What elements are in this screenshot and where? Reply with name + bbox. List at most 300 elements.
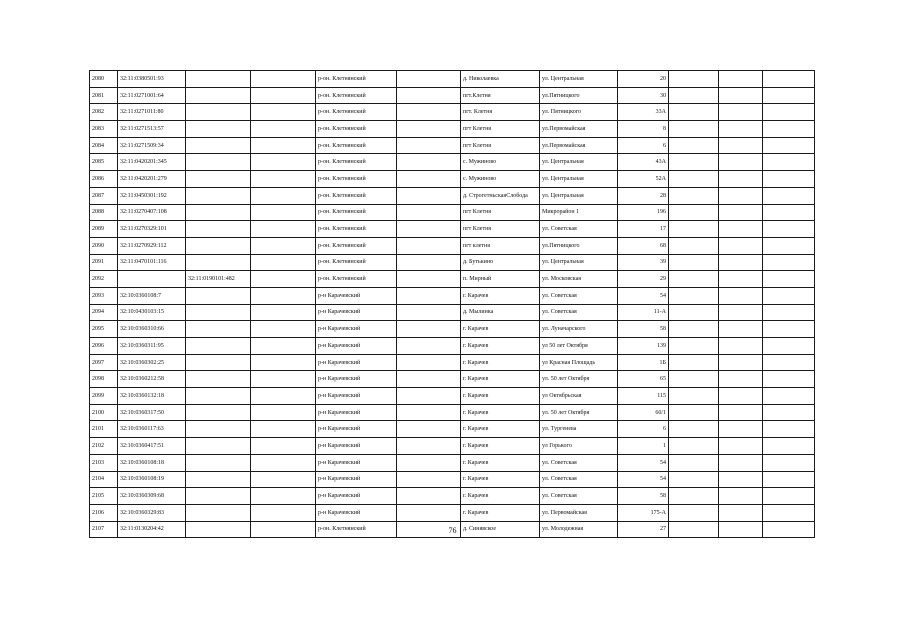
cell-empty (763, 121, 815, 138)
cell-empty (763, 471, 815, 488)
cell-house: 11-А (618, 304, 669, 321)
cell-house: 33А (618, 104, 669, 121)
cell-street: ул. Советская (540, 488, 618, 505)
cell-cadastral-number-2: 32:11:0190101:482 (186, 271, 251, 288)
cell-house: 175-А (618, 504, 669, 521)
cell-cadastral-number: 32:10:0360317:50 (118, 404, 186, 421)
cell-house: 8 (618, 121, 669, 138)
cell-locality: д. СтрогетньскаяСлобода (461, 187, 540, 204)
cell-empty (719, 371, 763, 388)
cell-cadastral-number: 32:11:0420201:279 (118, 171, 186, 188)
cell-empty (763, 354, 815, 371)
cell-cadastral-number: 32:10:0360212:58 (118, 371, 186, 388)
cell-house: 54 (618, 471, 669, 488)
cell-empty (763, 404, 815, 421)
cell-empty (251, 287, 316, 304)
cell-number: 2098 (90, 371, 118, 388)
cell-cadastral-number-2 (186, 488, 251, 505)
cell-empty (251, 371, 316, 388)
cell-number: 2080 (90, 71, 118, 88)
table-row (90, 271, 815, 288)
cell-cadastral-number-2 (186, 237, 251, 254)
cell-cadastral-number: 32:10:0430103:15 (118, 304, 186, 321)
cell-empty (251, 354, 316, 371)
table-row (90, 421, 815, 438)
cell-empty (763, 237, 815, 254)
cell-empty (669, 254, 719, 271)
cell-empty (719, 171, 763, 188)
cell-cadastral-number-2 (186, 321, 251, 338)
cell-locality: г. Карачев (461, 488, 540, 505)
cell-house: 6 (618, 137, 669, 154)
cell-street: ул. Центральная (540, 154, 618, 171)
cell-locality: г. Карачев (461, 371, 540, 388)
cell-empty (763, 338, 815, 355)
table-row (90, 171, 815, 188)
cell-empty (669, 421, 719, 438)
cell-street: ул. 50 лет Октября (540, 371, 618, 388)
cell-empty (397, 454, 461, 471)
cell-empty (251, 104, 316, 121)
cell-empty (763, 87, 815, 104)
cell-locality: пгт.Клетня (461, 87, 540, 104)
cell-empty (669, 488, 719, 505)
cell-district: р-он. Клетнянский (316, 104, 397, 121)
cell-empty (763, 221, 815, 238)
cell-empty (669, 404, 719, 421)
table-row (90, 404, 815, 421)
cell-street: ул. Советская (540, 304, 618, 321)
cell-street: ул 50 лет Октября (540, 338, 618, 355)
cell-empty (763, 454, 815, 471)
cell-cadastral-number: 32:10:0360310:66 (118, 321, 186, 338)
cell-street: ул. Советская (540, 454, 618, 471)
cell-district: р-н Карачевский (316, 471, 397, 488)
table-body (90, 71, 815, 538)
cell-house: 196 (618, 204, 669, 221)
cell-house: 115 (618, 388, 669, 405)
cell-house: 39 (618, 254, 669, 271)
cell-empty (669, 137, 719, 154)
cell-locality: г. Карачев (461, 438, 540, 455)
cell-street: ул. Тургенева (540, 421, 618, 438)
cell-street: ул Горького (540, 438, 618, 455)
cell-number: 2104 (90, 471, 118, 488)
table-row (90, 121, 815, 138)
cell-locality: г. Карачев (461, 338, 540, 355)
cell-number: 2107 (90, 521, 118, 538)
cell-district: р-н Карачевский (316, 388, 397, 405)
cell-number: 2096 (90, 338, 118, 355)
cell-house: 17 (618, 221, 669, 238)
cell-empty (251, 338, 316, 355)
cell-locality: пгт Клетня (461, 121, 540, 138)
cell-district: р-он. Клетнянский (316, 87, 397, 104)
cell-street: ул. Центральная (540, 171, 618, 188)
cell-empty (719, 104, 763, 121)
cell-number: 2087 (90, 187, 118, 204)
table-row (90, 104, 815, 121)
cell-locality: г. Карачев (461, 354, 540, 371)
cell-district: р-он. Клетнянский (316, 187, 397, 204)
cell-street: ул. Советская (540, 471, 618, 488)
cell-empty (719, 404, 763, 421)
cell-district: р-н Карачевский (316, 321, 397, 338)
cell-empty (251, 388, 316, 405)
cell-house: 54 (618, 287, 669, 304)
cell-cadastral-number-2 (186, 421, 251, 438)
cell-cadastral-number: 32:11:0271509:34 (118, 137, 186, 154)
cell-empty (669, 321, 719, 338)
cell-empty (669, 104, 719, 121)
cell-empty (397, 71, 461, 88)
cell-district: р-он. Клетнянский (316, 121, 397, 138)
cell-empty (669, 338, 719, 355)
table-row (90, 187, 815, 204)
cell-street: ул. Центральная (540, 254, 618, 271)
cell-house: 1 (618, 438, 669, 455)
cell-house: 20 (618, 71, 669, 88)
cell-empty (763, 304, 815, 321)
cell-empty (397, 221, 461, 238)
table-row (90, 504, 815, 521)
cell-empty (763, 171, 815, 188)
cell-street: ул. Первомайская (540, 504, 618, 521)
cell-cadastral-number: 32:11:0270407:108 (118, 204, 186, 221)
cell-locality: г. Карачев (461, 454, 540, 471)
cell-empty (669, 454, 719, 471)
table-row (90, 254, 815, 271)
cell-street: ул. Пятницкого (540, 104, 618, 121)
cell-cadastral-number: 32:11:0271513:57 (118, 121, 186, 138)
cell-number: 2103 (90, 454, 118, 471)
cell-number: 2086 (90, 171, 118, 188)
table-row (90, 321, 815, 338)
cell-empty (397, 371, 461, 388)
cell-cadastral-number: 32:10:0360309:68 (118, 488, 186, 505)
cell-cadastral-number-2 (186, 388, 251, 405)
cell-empty (251, 404, 316, 421)
cell-cadastral-number-2 (186, 287, 251, 304)
cell-cadastral-number: 32:10:0360132:18 (118, 388, 186, 405)
table-row (90, 87, 815, 104)
cell-empty (669, 304, 719, 321)
cell-empty (719, 388, 763, 405)
cell-empty (719, 454, 763, 471)
cell-locality: п. Мирный (461, 271, 540, 288)
table-row (90, 304, 815, 321)
cell-locality: пгт. Клетня (461, 104, 540, 121)
cell-empty (763, 271, 815, 288)
table-row (90, 221, 815, 238)
cell-empty (397, 321, 461, 338)
cell-empty (669, 154, 719, 171)
cell-district: р-н Карачевский (316, 338, 397, 355)
cell-locality: пгт Клетня (461, 204, 540, 221)
cell-empty (763, 321, 815, 338)
cell-locality: г. Карачев (461, 388, 540, 405)
registry-table (89, 70, 815, 538)
cell-district: р-н Карачевский (316, 488, 397, 505)
cell-district: р-н Карачевский (316, 304, 397, 321)
cell-locality: пгт Клетня (461, 137, 540, 154)
cell-house: 54 (618, 454, 669, 471)
cell-street: ул. Центральная (540, 187, 618, 204)
cell-cadastral-number-2 (186, 254, 251, 271)
cell-empty (763, 438, 815, 455)
cell-number: 2089 (90, 221, 118, 238)
cell-empty (669, 287, 719, 304)
cell-number: 2094 (90, 304, 118, 321)
cell-cadastral-number-2 (186, 404, 251, 421)
table-row (90, 371, 815, 388)
cell-empty (397, 504, 461, 521)
cell-empty (669, 371, 719, 388)
cell-locality: д. Мылинка (461, 304, 540, 321)
cell-house: 30 (618, 87, 669, 104)
cell-empty (763, 254, 815, 271)
cell-cadastral-number-2 (186, 121, 251, 138)
table-row (90, 438, 815, 455)
cell-cadastral-number-2 (186, 187, 251, 204)
cell-empty (719, 287, 763, 304)
cell-locality: д. Бутькино (461, 254, 540, 271)
cell-house: 29 (618, 271, 669, 288)
cell-empty (397, 388, 461, 405)
cell-house: 58 (618, 488, 669, 505)
cell-number: 2090 (90, 237, 118, 254)
cell-cadastral-number (118, 271, 186, 288)
cell-empty (251, 488, 316, 505)
cell-empty (719, 254, 763, 271)
cell-empty (397, 204, 461, 221)
cell-empty (763, 71, 815, 88)
cell-number: 2083 (90, 121, 118, 138)
page-number: 76 (448, 526, 457, 535)
cell-empty (397, 471, 461, 488)
cell-cadastral-number-2 (186, 137, 251, 154)
cell-empty (719, 338, 763, 355)
cell-cadastral-number-2 (186, 354, 251, 371)
cell-district: р-н Карачевский (316, 371, 397, 388)
cell-empty (719, 504, 763, 521)
cell-district: р-н Карачевский (316, 354, 397, 371)
cell-empty (763, 371, 815, 388)
cell-empty (397, 421, 461, 438)
cell-street: ул. Советская (540, 287, 618, 304)
cell-empty (397, 171, 461, 188)
cell-empty (397, 154, 461, 171)
cell-street: ул.Первомайская (540, 137, 618, 154)
cell-cadastral-number-2 (186, 71, 251, 88)
cell-locality: пгт Клетня (461, 221, 540, 238)
cell-cadastral-number-2 (186, 438, 251, 455)
cell-empty (397, 404, 461, 421)
cell-house: 28 (618, 187, 669, 204)
cell-empty (397, 137, 461, 154)
cell-empty (397, 187, 461, 204)
cell-cadastral-number: 32:10:0360108:19 (118, 471, 186, 488)
cell-empty (719, 204, 763, 221)
cell-district: р-н Карачевский (316, 504, 397, 521)
cell-house: 58 (618, 321, 669, 338)
cell-cadastral-number-2 (186, 221, 251, 238)
cell-empty (251, 154, 316, 171)
cell-district: р-он. Клетнянский (316, 71, 397, 88)
cell-cadastral-number: 32:11:0450301:192 (118, 187, 186, 204)
cell-district: р-н Карачевский (316, 404, 397, 421)
table-row (90, 338, 815, 355)
cell-locality: г. Карачев (461, 287, 540, 304)
cell-district: р-н Карачевский (316, 287, 397, 304)
cell-empty (251, 471, 316, 488)
cell-number: 2091 (90, 254, 118, 271)
cell-empty (251, 454, 316, 471)
cell-street: ул. Молодежная (540, 521, 618, 538)
cell-cadastral-number: 32:11:0271001:64 (118, 87, 186, 104)
cell-district: р-он. Клетнянский (316, 237, 397, 254)
cell-locality: с. Мужиново (461, 154, 540, 171)
cell-cadastral-number: 32:10:0360108:18 (118, 454, 186, 471)
cell-empty (669, 504, 719, 521)
cell-empty (719, 438, 763, 455)
cell-empty (251, 204, 316, 221)
cell-locality: г. Карачев (461, 421, 540, 438)
table-row (90, 454, 815, 471)
cell-house: 139 (618, 338, 669, 355)
cell-district: р-он. Клетнянский (316, 137, 397, 154)
cell-house: 68 (618, 237, 669, 254)
cell-cadastral-number: 32:11:0380501:93 (118, 71, 186, 88)
cell-number: 2082 (90, 104, 118, 121)
cell-number: 2097 (90, 354, 118, 371)
cell-number: 2085 (90, 154, 118, 171)
cell-street: ул. Центральная (540, 71, 618, 88)
cell-locality: г. Карачев (461, 471, 540, 488)
cell-empty (251, 71, 316, 88)
cell-empty (719, 471, 763, 488)
cell-empty (669, 471, 719, 488)
cell-empty (763, 287, 815, 304)
cell-number: 2102 (90, 438, 118, 455)
cell-cadastral-number-2 (186, 471, 251, 488)
cell-cadastral-number-2 (186, 304, 251, 321)
cell-street: Микрорайон 1 (540, 204, 618, 221)
cell-empty (763, 204, 815, 221)
cell-empty (397, 338, 461, 355)
cell-empty (669, 87, 719, 104)
cell-empty (397, 438, 461, 455)
cell-empty (719, 304, 763, 321)
cell-house: 52А (618, 171, 669, 188)
cell-cadastral-number-2 (186, 454, 251, 471)
table-row (90, 71, 815, 88)
table-row (90, 154, 815, 171)
cell-empty (719, 488, 763, 505)
cell-empty (719, 237, 763, 254)
cell-house: 6 (618, 421, 669, 438)
cell-cadastral-number: 32:11:0270929:112 (118, 237, 186, 254)
cell-number: 2099 (90, 388, 118, 405)
cell-number: 2093 (90, 287, 118, 304)
cell-number: 2100 (90, 404, 118, 421)
cell-locality: пгт клетня (461, 237, 540, 254)
cell-cadastral-number: 32:11:0420201:345 (118, 154, 186, 171)
table-row (90, 488, 815, 505)
cell-empty (251, 421, 316, 438)
cell-empty (397, 104, 461, 121)
cell-empty (719, 221, 763, 238)
cell-district: р-он. Клетнянский (316, 154, 397, 171)
cell-cadastral-number-2 (186, 204, 251, 221)
cell-cadastral-number-2 (186, 154, 251, 171)
cell-empty (719, 187, 763, 204)
cell-empty (397, 121, 461, 138)
cell-empty (669, 271, 719, 288)
table-row (90, 354, 815, 371)
cell-empty (719, 321, 763, 338)
cell-street: ул.Пятницкого (540, 87, 618, 104)
cell-cadastral-number: 32:10:0360417:51 (118, 438, 186, 455)
cell-empty (251, 187, 316, 204)
cell-empty (251, 271, 316, 288)
cell-district: р-он. Клетнянский (316, 171, 397, 188)
cell-empty (719, 421, 763, 438)
cell-empty (669, 388, 719, 405)
cell-empty (669, 438, 719, 455)
cell-cadastral-number-2 (186, 87, 251, 104)
cell-empty (397, 254, 461, 271)
table-row (90, 237, 815, 254)
cell-empty (763, 187, 815, 204)
cell-empty (669, 204, 719, 221)
cell-street: ул Красная Площадь (540, 354, 618, 371)
cell-cadastral-number-2 (186, 104, 251, 121)
cell-street: ул. 50 лет Октября (540, 404, 618, 421)
cell-empty (763, 137, 815, 154)
cell-cadastral-number-2 (186, 171, 251, 188)
cell-district: р-он. Клетнянский (316, 221, 397, 238)
cell-cadastral-number: 32:10:0360302:25 (118, 354, 186, 371)
cell-empty (669, 71, 719, 88)
cell-empty (719, 71, 763, 88)
cell-number: 2106 (90, 504, 118, 521)
table-row (90, 137, 815, 154)
cell-cadastral-number: 32:11:0270329:101 (118, 221, 186, 238)
cell-number: 2105 (90, 488, 118, 505)
cell-district: р-н Карачевский (316, 438, 397, 455)
cell-empty (719, 271, 763, 288)
cell-house: 60/1 (618, 404, 669, 421)
cell-empty (669, 354, 719, 371)
cell-district: р-он. Клетнянский (316, 204, 397, 221)
cell-locality: с. Мужиново (461, 171, 540, 188)
cell-empty (669, 221, 719, 238)
cell-empty (763, 154, 815, 171)
cell-district: р-н Карачевский (316, 454, 397, 471)
cell-empty (251, 137, 316, 154)
cell-empty (763, 388, 815, 405)
cell-street: ул Октябрьская (540, 388, 618, 405)
cell-empty (763, 421, 815, 438)
cell-locality: г. Карачев (461, 321, 540, 338)
table-row (90, 204, 815, 221)
cell-empty (251, 304, 316, 321)
cell-cadastral-number: 32:11:0130204:42 (118, 521, 186, 538)
table-row (90, 471, 815, 488)
cell-cadastral-number: 32:11:0271011:80 (118, 104, 186, 121)
cell-empty (669, 121, 719, 138)
